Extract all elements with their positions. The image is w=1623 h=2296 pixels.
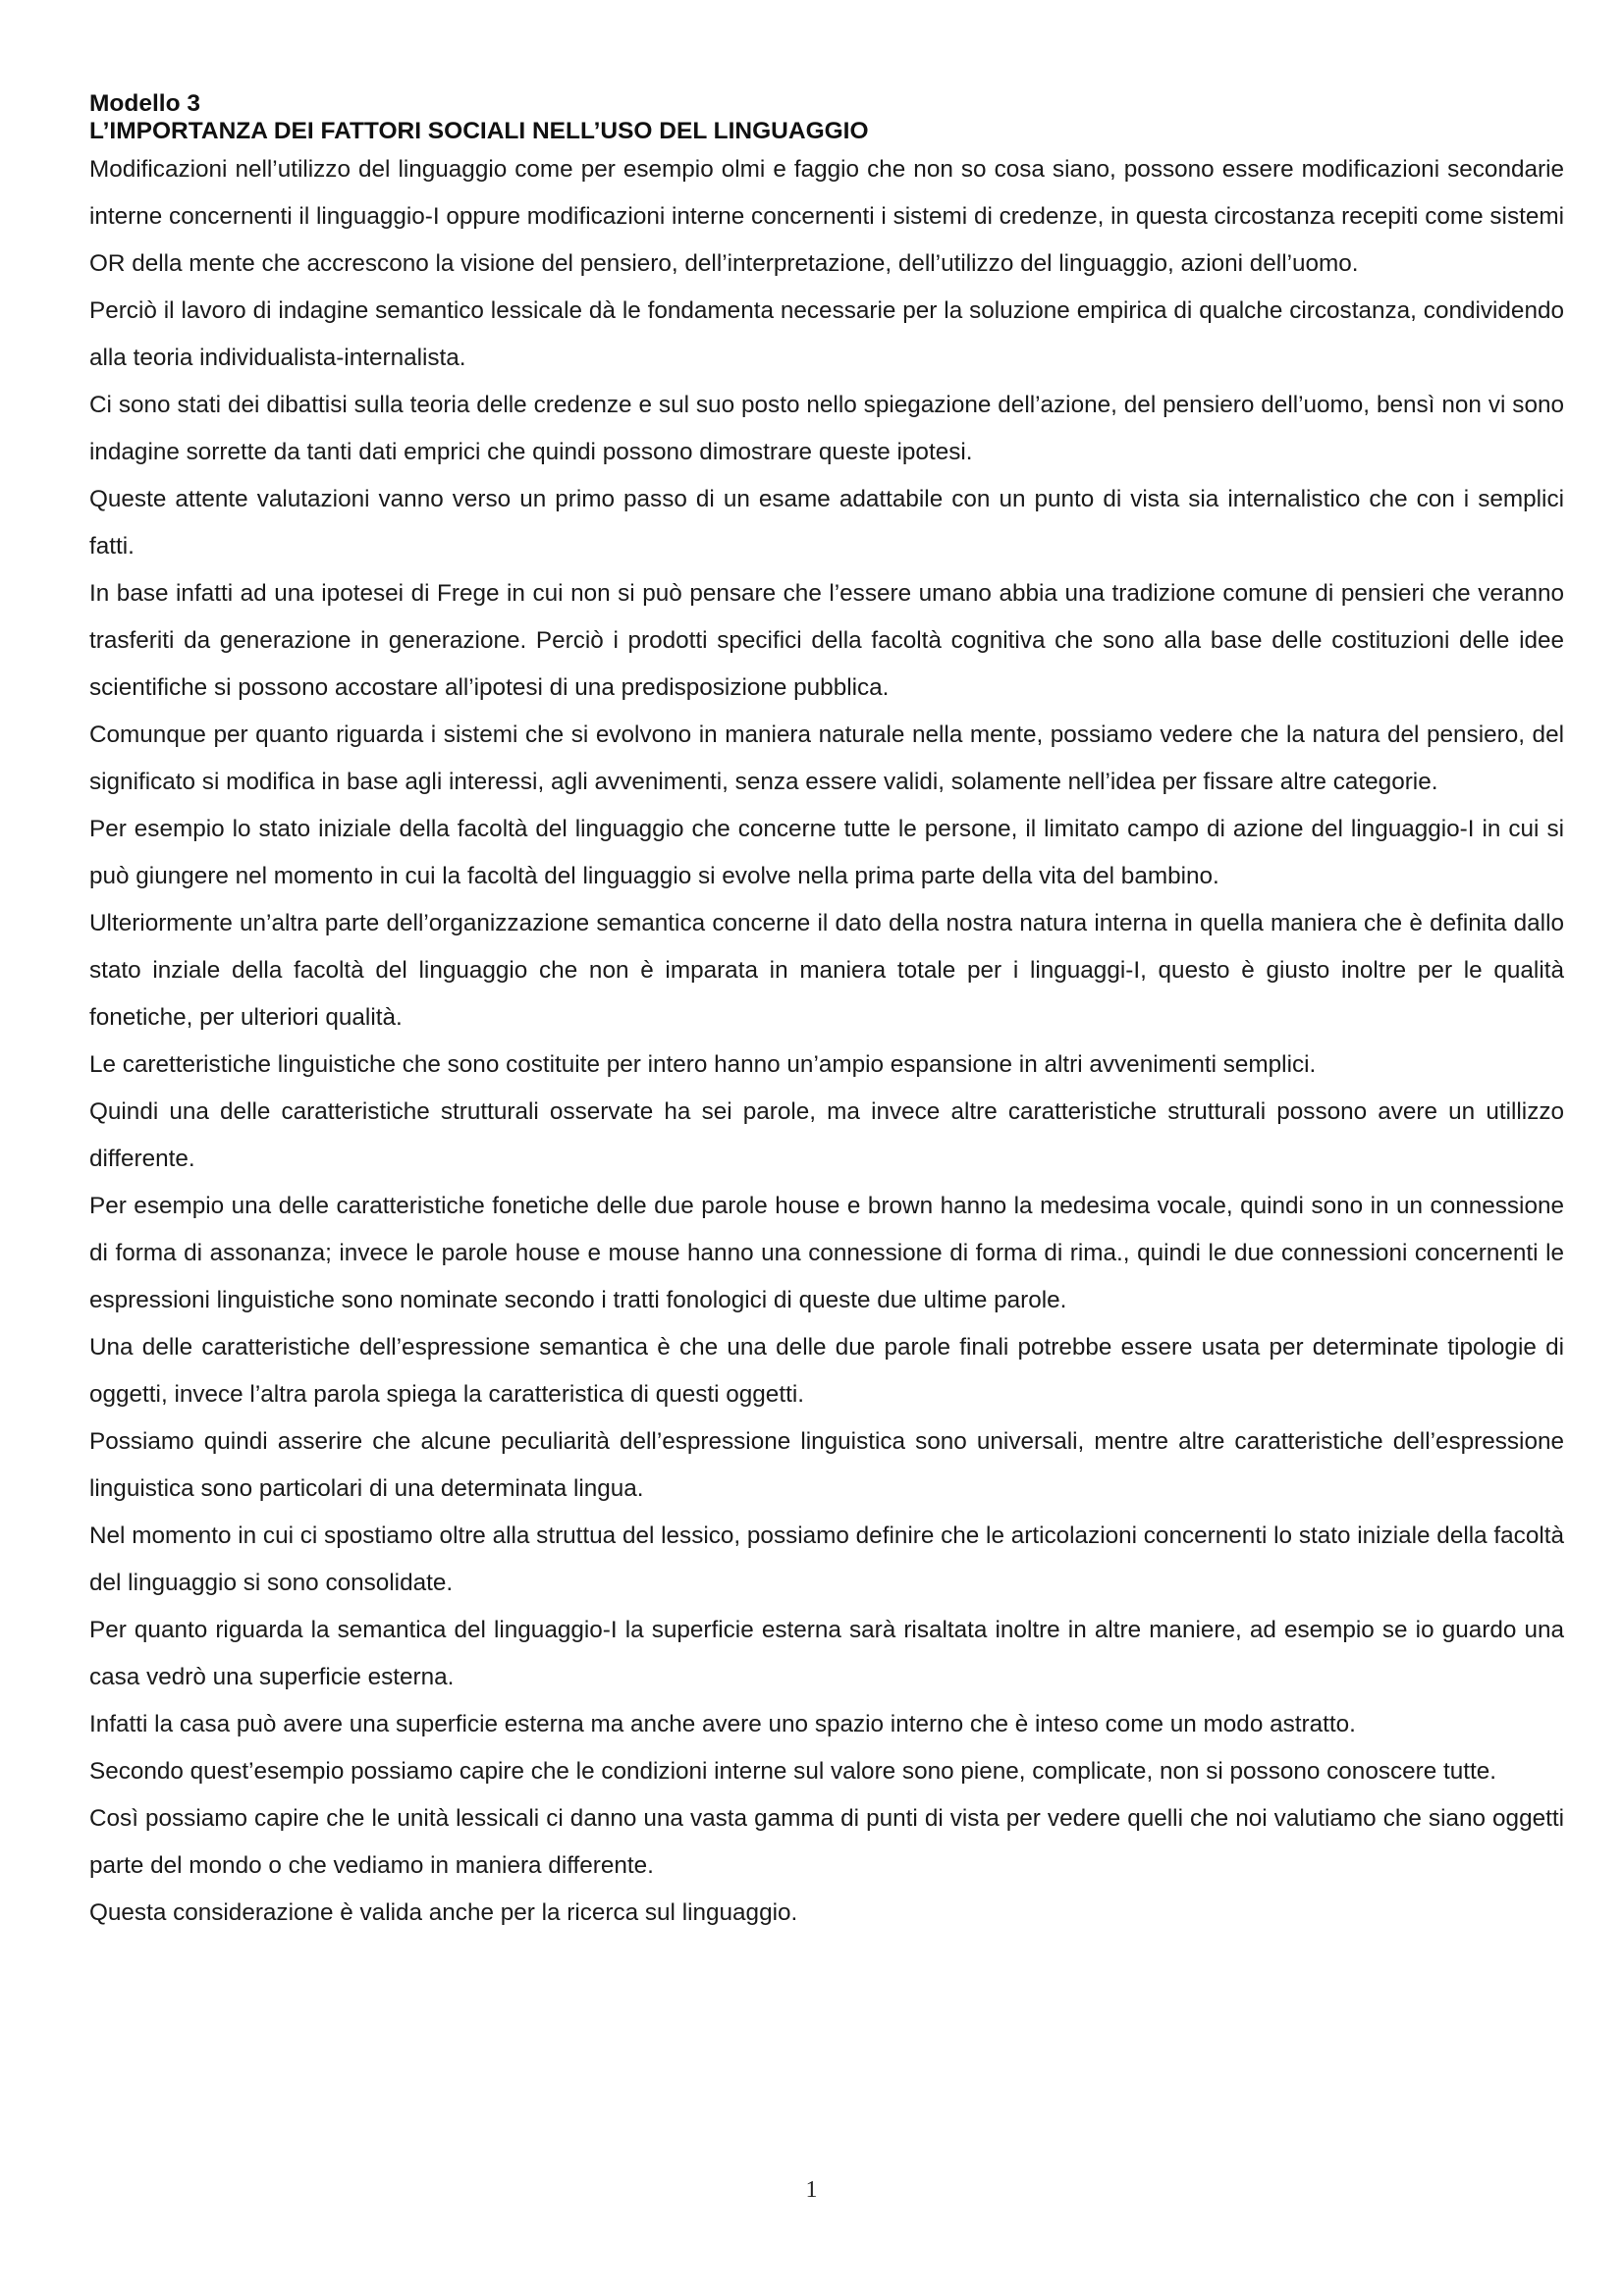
- paragraph: Per esempio lo stato iniziale della facoltà del linguaggio che concerne tutte le persone, il limitato campo di azione del linguaggio-I in cui si può giungere nel momento in cui la facoltà del linguaggio si evolve nella prima parte della vita del bambino.: [89, 816, 1564, 889]
- paragraph: Per quanto riguarda la semantica del linguaggio-I la superficie esterna sarà risaltata inoltre in altre maniere, ad esempio se io guardo una casa vedrò una superficie esterna.: [89, 1617, 1564, 1690]
- paragraph: In base infatti ad una ipotesei di Frege in cui non si può pensare che l’essere umano abbia una tradizione comune di pensieri che veranno trasferiti da generazione in generazione. Perciò i prodotti specifici della facoltà cognitiva che sono alla base delle costituzioni delle idee scientifiche si possono accostare all’ipotesi di una predisposizione pubblica.: [89, 580, 1564, 701]
- paragraph: Nel momento in cui ci spostiamo oltre alla struttua del lessico, possiamo definire che le articolazioni concernenti lo stato iniziale della facoltà del linguaggio si sono consolidate.: [89, 1522, 1564, 1596]
- document-title: L’IMPORTANZA DEI FATTORI SOCIALI NELL’USO DEL LINGUAGGIO: [89, 118, 869, 144]
- paragraph: Modificazioni nell’utilizzo del linguaggio come per esempio olmi e faggio che non so cosa siano, possono essere modificazioni secondarie interne concernenti il linguaggio-I oppure modificazioni interne concernenti i sistemi di credenze, in questa circostanza recepiti come sistemi OR della mente che accrescono la visione del pensiero, dell’interpretazione, dell’utilizzo del linguaggio, azioni dell’uomo.: [89, 156, 1564, 277]
- paragraph: Per esempio una delle caratteristiche fonetiche delle due parole house e brown hanno la medesima vocale, quindi sono in un connessione di forma di assonanza; invece le parole house e mouse hanno una connessione di forma di rima., quindi le due connessioni concernenti le espressioni linguistiche sono nominate secondo i tratti fonologici di queste due ultime parole.: [89, 1193, 1564, 1313]
- paragraph: Perciò il lavoro di indagine semantico lessicale dà le fondamenta necessarie per la soluzione empirica di qualche circostanza, condividendo alla teoria individualista-internalista.: [89, 297, 1564, 371]
- page-number: 1: [805, 2177, 818, 2203]
- paragraph: Così possiamo capire che le unità lessicali ci danno una vasta gamma di punti di vista per vedere quelli che noi valutiamo che siano oggetti parte del mondo o che vediamo in maniera differente.: [89, 1805, 1564, 1879]
- paragraph: Comunque per quanto riguarda i sistemi che si evolvono in maniera naturale nella mente, possiamo vedere che la natura del pensiero, del significato si modifica in base agli interessi, agli avvenimenti, senza essere validi, solamente nell’idea per fissare altre categorie.: [89, 721, 1564, 795]
- model-label: Modello 3: [89, 90, 200, 117]
- document-page: [89, 90, 1564, 1937]
- paragraph: Questa considerazione è valida anche per la ricerca sul linguaggio.: [89, 1899, 798, 1926]
- paragraph: Infatti la casa può avere una superficie esterna ma anche avere uno spazio interno che è inteso come un modo astratto.: [89, 1711, 1356, 1737]
- paragraph: Queste attente valutazioni vanno verso un primo passo di un esame adattabile con un punto di vista sia internalistico che con i semplici fatti.: [89, 486, 1564, 560]
- paragraph: Le caretteristiche linguistiche che sono costituite per intero hanno un’ampio espansione in altri avvenimenti semplici.: [89, 1051, 1317, 1078]
- body-text: [89, 146, 1564, 1937]
- paragraph: Ci sono stati dei dibattisi sulla teoria delle credenze e sul suo posto nello spiegazione dell’azione, del pensiero dell’uomo, bensì non vi sono indagine sorrette da tanti dati emprici che quindi possono dimostrare queste ipotesi.: [89, 392, 1564, 465]
- paragraph: Ulteriormente un’altra parte dell’organizzazione semantica concerne il dato della nostra natura interna in quella maniera che è definita dallo stato inziale della facoltà del linguaggio che non è imparata in maniera totale per i linguaggi-I, questo è giusto inoltre per le qualità fonetiche, per ulteriori qualità.: [89, 910, 1564, 1031]
- paragraph: Secondo quest’esempio possiamo capire che le condizioni interne sul valore sono piene, complicate, non si possono conoscere tutte.: [89, 1758, 1497, 1785]
- paragraph: Una delle caratteristiche dell’espressione semantica è che una delle due parole finali potrebbe essere usata per determinate tipologie di oggetti, invece l’altra parola spiega la caratteristica di questi oggetti.: [89, 1334, 1564, 1408]
- paragraph: Possiamo quindi asserire che alcune peculiarità dell’espressione linguistica sono universali, mentre altre caratteristiche dell’espressione linguistica sono particolari di una determinata lingua.: [89, 1428, 1564, 1502]
- paragraph: Quindi una delle caratteristiche strutturali osservate ha sei parole, ma invece altre caratteristiche strutturali possono avere un utillizzo differente.: [89, 1098, 1564, 1172]
